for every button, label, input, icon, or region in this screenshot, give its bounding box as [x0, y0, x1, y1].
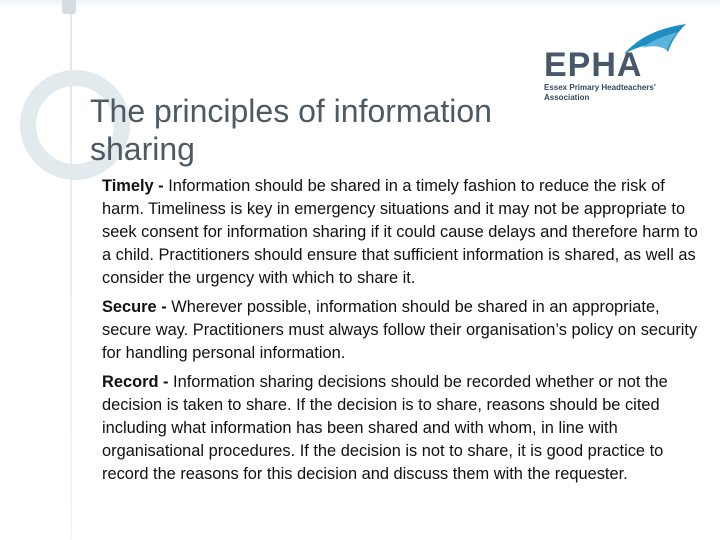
principle-text: Information should be shared in a timely fashion to reduce the risk of harm. Timeliness is key in emergency situations and it may not be appropriate to seek consent for information sharing if it could cause delays and therefore harm to a child. Practitioners should ensure that sufficient information is shared, as well as consider the urgency with which to share it. [102, 177, 698, 287]
principle-term: Secure - [102, 298, 172, 316]
decorative-tab [62, 0, 76, 14]
principle-text: Wherever possible, information should be shared in an appropriate, secure way. Practitioners must always follow their organisation’s policy on security for handling personal information. [102, 298, 698, 362]
slide-top-band [0, 0, 720, 8]
principle-timely [102, 175, 702, 290]
logo-subtitle: Essex Primary Headteachers' Association [544, 83, 656, 102]
slide-title: The principles of information sharing [90, 93, 492, 167]
slide-body [102, 175, 702, 492]
principle-secure [102, 296, 702, 365]
principle-record [102, 371, 702, 486]
epha-logo [538, 18, 688, 102]
principle-term: Record - [102, 373, 174, 391]
principle-term: Timely - [102, 177, 169, 195]
logo-wordmark: EPHA [544, 46, 643, 84]
principle-text: Information sharing decisions should be recorded whether or not the decision is taken to share. If the decision is to share, reasons should be cited including what information has been shared and with whom, in line with organisational procedures. If the decision is not to share, it is good practice to record the reasons for this decision and discuss them with the requester. [102, 373, 668, 483]
